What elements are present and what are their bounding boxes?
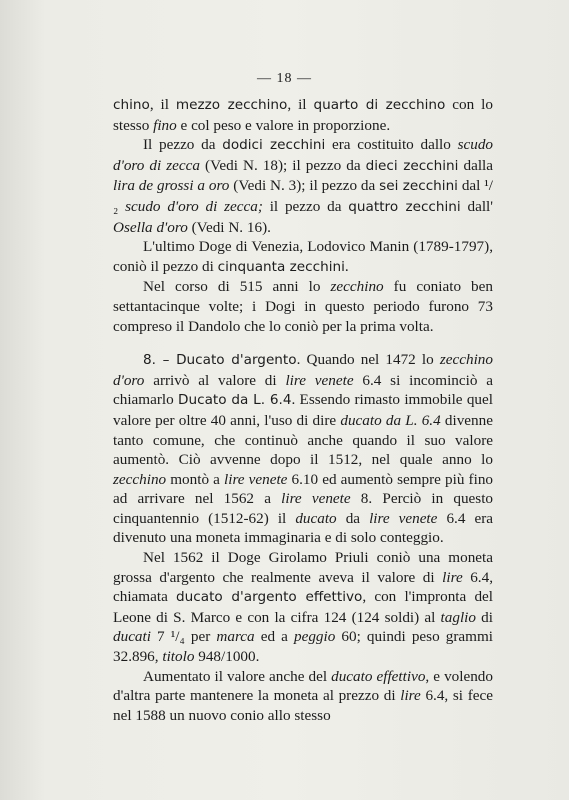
paragraph-ultimo-doge: L'ultimo Doge di Venezia, Lodovico Manin (1789-1797), coniò il pezzo di cinquanta zecchini.	[113, 238, 493, 275]
section-heading: 8. – Ducato d'argento	[143, 352, 297, 369]
paragraph-corso-anni: Nel corso di 515 anni lo zecchino fu coniato ben settantacinque volte; i Dogi in questo periodo furono 73 compreso il Dandolo che lo coniò per la prima volta.	[113, 278, 493, 335]
section-gap	[113, 336, 493, 350]
section-ducato-argento: 8. – Ducato d'argento. Quando nel 1472 lo zecchino d'oro arrivò al valore di lire venete 6.4 si incominciò a chiamarlo Ducato da L. 6.4. Essendo rimasto immobile quel valore per oltre 40 anni, l'uso di dire ducato da L. 6.4 divenne tanto comune, che continuò anche quando il suo valore aumentò. Ciò avvenne dopo il 1512, nel quale anno lo zecchino montò a lire venete 6.10 ed aumentò sempre più fino ad arrivare nel 1562 a lire venete 8. Perciò in questo cinquantennio (1512-62) il ducato da lire venete 6.4 era divenuto una moneta immaginaria e di solo conteggio.	[113, 351, 494, 547]
page-number: — 18 —	[257, 71, 312, 86]
paragraph-dodici-zecchini: Il pezzo da dodici zecchini era costituito dallo scudo d'oro di zecca (Vedi N. 18); il pezzo da dieci zecchini dalla lira de grossi a oro (Vedi N. 3); il pezzo da sei zecchini dal ¹/₂ scudo d'oro di zecca; il pezzo da quattro zecchini dall' Osella d'oro (Vedi N. 16).	[113, 136, 494, 236]
body-text	[113, 95, 493, 725]
paragraph-aumentato-valore: Aumentato il valore anche del ducato effettivo, e volendo d'altra parte mantenere la moneta al prezzo di lire 6.4, si fece nel 1588 un nuovo conio allo stesso	[113, 667, 493, 724]
paragraph-continuation: chino, il mezzo zecchino, il quarto di zecchino con lo stesso fino e col peso e valore in proporzione.	[113, 96, 493, 134]
paragraph-girolamo-priuli: Nel 1562 il Doge Girolamo Priuli coniò una moneta grossa d'argento che realmente aveva il valore di lire 6.4, chiamata ducato d'argento effettivo, con l'impronta del Leone di S. Marco e con la cifra 124 (124 soldi) al taglio di ducati 7 ¹/₄ per marca ed a peggio 60; quindi peso grammi 32.896, titolo 948/1000.	[113, 549, 494, 666]
